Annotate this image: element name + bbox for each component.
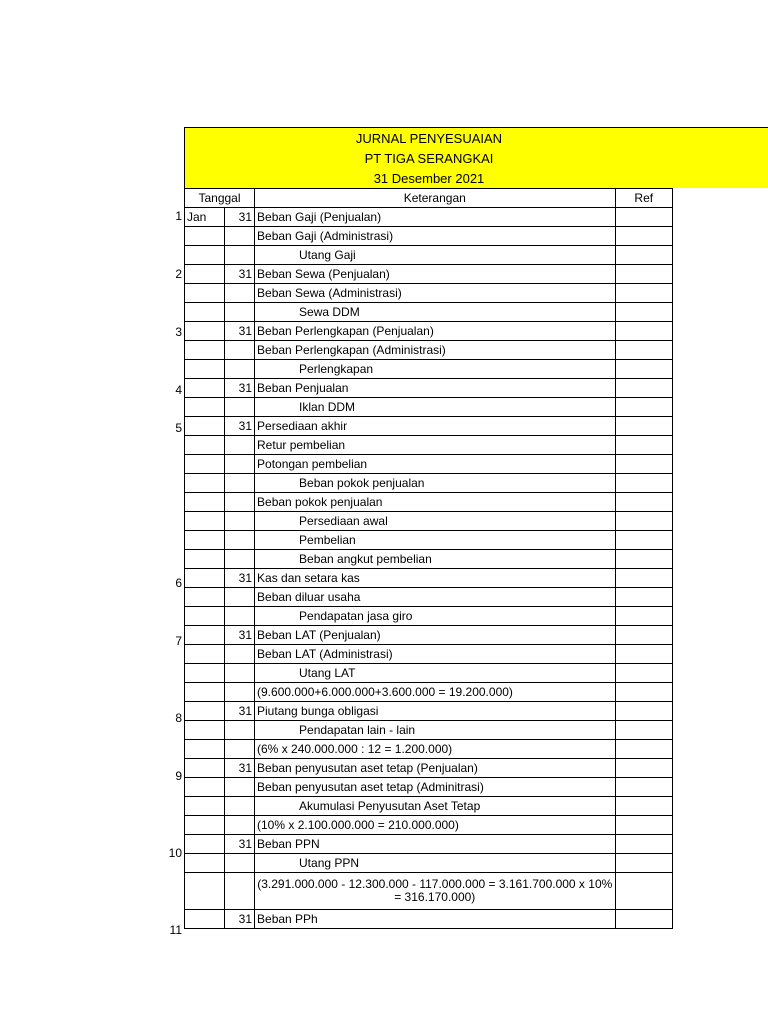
- cell-ref[interactable]: [615, 512, 672, 531]
- cell-month[interactable]: [185, 607, 225, 626]
- cell-day[interactable]: [224, 493, 254, 512]
- cell-month[interactable]: [185, 816, 225, 835]
- cell-month[interactable]: [185, 265, 225, 284]
- cell-month[interactable]: [185, 398, 225, 417]
- cell-ref[interactable]: [615, 417, 672, 436]
- cell-ref[interactable]: [615, 797, 672, 816]
- cell-ref[interactable]: [615, 854, 672, 873]
- table-row: [185, 778, 673, 797]
- entry-number: 8: [175, 710, 182, 725]
- cell-month[interactable]: [185, 455, 225, 474]
- entry-number: 9: [175, 768, 182, 783]
- cell-ref[interactable]: [615, 569, 672, 588]
- cell-month[interactable]: Jan: [185, 208, 225, 227]
- cell-keterangan[interactable]: Utang PPN: [255, 854, 616, 873]
- cell-day[interactable]: [224, 531, 254, 550]
- cell-day[interactable]: 31: [224, 835, 254, 854]
- cell-ref[interactable]: [615, 683, 672, 702]
- cell-month[interactable]: [185, 854, 225, 873]
- cell-keterangan[interactable]: Perlengkapan: [255, 360, 616, 379]
- cell-ref[interactable]: [615, 284, 672, 303]
- cell-day[interactable]: [224, 740, 254, 759]
- cell-ref[interactable]: [615, 873, 672, 910]
- cell-day[interactable]: [224, 797, 254, 816]
- cell-month[interactable]: [185, 360, 225, 379]
- cell-keterangan[interactable]: Beban LAT (Administrasi): [255, 645, 616, 664]
- cell-month[interactable]: [185, 227, 225, 246]
- cell-ref[interactable]: [615, 208, 672, 227]
- cell-keterangan[interactable]: Persediaan awal: [255, 512, 616, 531]
- cell-ref[interactable]: [615, 702, 672, 721]
- cell-day[interactable]: 31: [224, 626, 254, 645]
- cell-ref[interactable]: [615, 360, 672, 379]
- cell-day[interactable]: 31: [224, 417, 254, 436]
- cell-day[interactable]: [224, 474, 254, 493]
- table-row: [185, 607, 673, 626]
- cell-day[interactable]: [224, 683, 254, 702]
- table-row: [185, 512, 673, 531]
- cell-month[interactable]: [185, 512, 225, 531]
- cell-ref[interactable]: [615, 379, 672, 398]
- cell-ref[interactable]: [615, 246, 672, 265]
- cell-day[interactable]: [224, 645, 254, 664]
- cell-day[interactable]: 31: [224, 569, 254, 588]
- entry-number: 10: [168, 845, 182, 860]
- cell-day[interactable]: [224, 721, 254, 740]
- entry-number: 3: [175, 324, 182, 339]
- entry-number: 1: [175, 209, 182, 223]
- cell-ref[interactable]: [615, 303, 672, 322]
- cell-month[interactable]: [185, 873, 225, 910]
- cell-day[interactable]: [224, 341, 254, 360]
- cell-keterangan[interactable]: Beban penyusutan aset tetap (Adminitrasi): [255, 778, 616, 797]
- cell-day[interactable]: [224, 778, 254, 797]
- cell-month[interactable]: [185, 379, 225, 398]
- table-row: [185, 683, 673, 702]
- cell-keterangan[interactable]: Beban Sewa (Penjualan): [255, 265, 616, 284]
- table-row: [185, 417, 673, 436]
- table-row: [185, 759, 673, 778]
- cell-keterangan[interactable]: Beban Penjualan: [255, 379, 616, 398]
- table-row: [185, 493, 673, 512]
- cell-ref[interactable]: [615, 778, 672, 797]
- table-row: [185, 816, 673, 835]
- cell-keterangan[interactable]: Beban angkut pembelian: [255, 550, 616, 569]
- cell-month[interactable]: [185, 436, 225, 455]
- cell-month[interactable]: [185, 531, 225, 550]
- table-row: [185, 436, 673, 455]
- column-header-ref: Ref: [615, 189, 672, 208]
- cell-ref[interactable]: [615, 759, 672, 778]
- journal-date: 31 Desember 2021: [373, 171, 485, 186]
- table-row: [185, 284, 673, 303]
- cell-day[interactable]: [224, 360, 254, 379]
- table-row: [185, 246, 673, 265]
- cell-ref[interactable]: [615, 607, 672, 626]
- cell-keterangan[interactable]: Beban Gaji (Administrasi): [255, 227, 616, 246]
- entry-number: 7: [175, 633, 182, 648]
- table-row: [185, 322, 673, 341]
- table-row: [185, 474, 673, 493]
- cell-keterangan[interactable]: Pendapatan lain - lain: [255, 721, 616, 740]
- cell-day[interactable]: [224, 303, 254, 322]
- cell-keterangan[interactable]: Beban Gaji (Penjualan): [255, 208, 616, 227]
- cell-ref[interactable]: [615, 227, 672, 246]
- table-row: [185, 626, 673, 645]
- cell-month[interactable]: [185, 626, 225, 645]
- cell-month[interactable]: [185, 835, 225, 854]
- cell-ref[interactable]: [615, 474, 672, 493]
- cell-day[interactable]: 31: [224, 379, 254, 398]
- cell-keterangan[interactable]: Kas dan setara kas: [255, 569, 616, 588]
- table-row: [185, 854, 673, 873]
- table-row: [185, 550, 673, 569]
- table-row: [185, 873, 673, 910]
- cell-day[interactable]: [224, 246, 254, 265]
- cell-ref[interactable]: [615, 265, 672, 284]
- cell-ref[interactable]: [615, 664, 672, 683]
- table-row: [185, 227, 673, 246]
- cell-keterangan[interactable]: Beban Perlengkapan (Penjualan): [255, 322, 616, 341]
- cell-ref[interactable]: [615, 588, 672, 607]
- cell-month[interactable]: [185, 284, 225, 303]
- cell-day[interactable]: [224, 455, 254, 474]
- cell-ref[interactable]: [615, 645, 672, 664]
- journal-title: JURNAL PENYESUAIAN: [355, 131, 503, 146]
- cell-day[interactable]: 31: [224, 759, 254, 778]
- cell-keterangan[interactable]: Iklan DDM: [255, 398, 616, 417]
- entry-number: 4: [175, 382, 182, 397]
- table-row: [185, 455, 673, 474]
- cell-ref[interactable]: [615, 398, 672, 417]
- cell-month[interactable]: [185, 550, 225, 569]
- cell-month[interactable]: [185, 645, 225, 664]
- table-row: [185, 835, 673, 854]
- entry-number: 2: [175, 266, 182, 281]
- cell-keterangan[interactable]: Beban diluar usaha: [255, 588, 616, 607]
- cell-day[interactable]: [224, 854, 254, 873]
- cell-keterangan[interactable]: Persediaan akhir: [255, 417, 616, 436]
- cell-day[interactable]: [224, 512, 254, 531]
- cell-keterangan[interactable]: Beban PPN: [255, 835, 616, 854]
- table-row: [185, 341, 673, 360]
- table-row: [185, 910, 673, 929]
- table-header-row: [185, 189, 673, 208]
- cell-keterangan[interactable]: Beban pokok penjualan: [255, 474, 616, 493]
- cell-keterangan[interactable]: (6% x 240.000.000 : 12 = 1.200.000): [255, 740, 616, 759]
- cell-day[interactable]: [224, 664, 254, 683]
- cell-day[interactable]: [224, 284, 254, 303]
- cell-month[interactable]: [185, 721, 225, 740]
- cell-month[interactable]: [185, 778, 225, 797]
- cell-keterangan[interactable]: Beban PPh: [255, 910, 616, 929]
- cell-keterangan[interactable]: Beban Perlengkapan (Administrasi): [255, 341, 616, 360]
- table-row: [185, 645, 673, 664]
- cell-ref[interactable]: [615, 721, 672, 740]
- cell-ref[interactable]: [615, 740, 672, 759]
- cell-keterangan[interactable]: Potongan pembelian: [255, 455, 616, 474]
- cell-keterangan[interactable]: (10% x 2.100.000.000 = 210.000.000): [255, 816, 616, 835]
- cell-day[interactable]: 31: [224, 208, 254, 227]
- table-row: [185, 588, 673, 607]
- cell-day[interactable]: [224, 588, 254, 607]
- cell-month[interactable]: [185, 588, 225, 607]
- cell-ref[interactable]: [615, 550, 672, 569]
- cell-day[interactable]: 31: [224, 702, 254, 721]
- cell-keterangan[interactable]: Beban LAT (Penjualan): [255, 626, 616, 645]
- table-row: [185, 360, 673, 379]
- cell-month[interactable]: [185, 569, 225, 588]
- table-row: [185, 797, 673, 816]
- table-row: [185, 702, 673, 721]
- cell-day[interactable]: [224, 227, 254, 246]
- cell-keterangan[interactable]: Beban Sewa (Administrasi): [255, 284, 616, 303]
- cell-keterangan[interactable]: Beban penyusutan aset tetap (Penjualan): [255, 759, 616, 778]
- table-row: [185, 398, 673, 417]
- cell-ref[interactable]: [615, 626, 672, 645]
- entry-number: 11: [169, 922, 182, 937]
- cell-month[interactable]: [185, 740, 225, 759]
- table-row: [185, 531, 673, 550]
- cell-day[interactable]: [224, 873, 254, 910]
- cell-ref[interactable]: [615, 835, 672, 854]
- cell-month[interactable]: [185, 910, 225, 929]
- cell-ref[interactable]: [615, 816, 672, 835]
- cell-ref[interactable]: [615, 493, 672, 512]
- cell-keterangan[interactable]: Beban pokok penjualan: [255, 493, 616, 512]
- cell-month[interactable]: [185, 493, 225, 512]
- entry-number: 6: [175, 575, 182, 590]
- cell-day[interactable]: [224, 550, 254, 569]
- cell-month[interactable]: [185, 417, 225, 436]
- table-row: [185, 379, 673, 398]
- cell-keterangan[interactable]: Pembelian: [255, 531, 616, 550]
- table-row: [185, 740, 673, 759]
- cell-month[interactable]: [185, 303, 225, 322]
- cell-month[interactable]: [185, 797, 225, 816]
- cell-month[interactable]: [185, 322, 225, 341]
- cell-ref[interactable]: [615, 341, 672, 360]
- cell-keterangan[interactable]: (3.291.000.000 - 12.300.000 - 117.000.000 = 3.161.700.000 x 10% = 316.170.000): [255, 873, 616, 910]
- cell-ref[interactable]: [615, 436, 672, 455]
- table-row: [185, 303, 673, 322]
- table-row: [185, 721, 673, 740]
- cell-day[interactable]: [224, 436, 254, 455]
- entry-number: 5: [175, 421, 182, 436]
- cell-keterangan[interactable]: Pendapatan jasa giro: [255, 607, 616, 626]
- table-row: [185, 664, 673, 683]
- cell-keterangan[interactable]: Utang Gaji: [255, 246, 616, 265]
- table-row: [185, 265, 673, 284]
- cell-keterangan[interactable]: Piutang bunga obligasi: [255, 702, 616, 721]
- cell-day[interactable]: 31: [224, 910, 254, 929]
- cell-month[interactable]: [185, 702, 225, 721]
- journal-header: [184, 127, 768, 188]
- cell-month[interactable]: [185, 683, 225, 702]
- cell-keterangan[interactable]: Utang LAT: [255, 664, 616, 683]
- company-name: PT TIGA SERANGKAI: [364, 151, 494, 166]
- cell-keterangan[interactable]: Sewa DDM: [255, 303, 616, 322]
- cell-keterangan[interactable]: Akumulasi Penyusutan Aset Tetap: [255, 797, 616, 816]
- cell-month[interactable]: [185, 474, 225, 493]
- cell-day[interactable]: [224, 607, 254, 626]
- column-header-tanggal: Tanggal: [185, 189, 255, 208]
- cell-ref[interactable]: [615, 455, 672, 474]
- cell-month[interactable]: [185, 759, 225, 778]
- cell-day[interactable]: [224, 398, 254, 417]
- cell-ref[interactable]: [615, 910, 672, 929]
- cell-day[interactable]: 31: [224, 265, 254, 284]
- cell-month[interactable]: [185, 341, 225, 360]
- cell-ref[interactable]: [615, 322, 672, 341]
- cell-keterangan[interactable]: Retur pembelian: [255, 436, 616, 455]
- cell-month[interactable]: [185, 246, 225, 265]
- cell-day[interactable]: 31: [224, 322, 254, 341]
- column-header-keterangan: Keterangan: [255, 189, 616, 208]
- table-row: [185, 569, 673, 588]
- cell-day[interactable]: [224, 816, 254, 835]
- cell-ref[interactable]: [615, 531, 672, 550]
- cell-keterangan[interactable]: (9.600.000+6.000.000+3.600.000 = 19.200.000): [255, 683, 616, 702]
- cell-month[interactable]: [185, 664, 225, 683]
- table-row: [185, 208, 673, 227]
- journal-table: [184, 188, 673, 929]
